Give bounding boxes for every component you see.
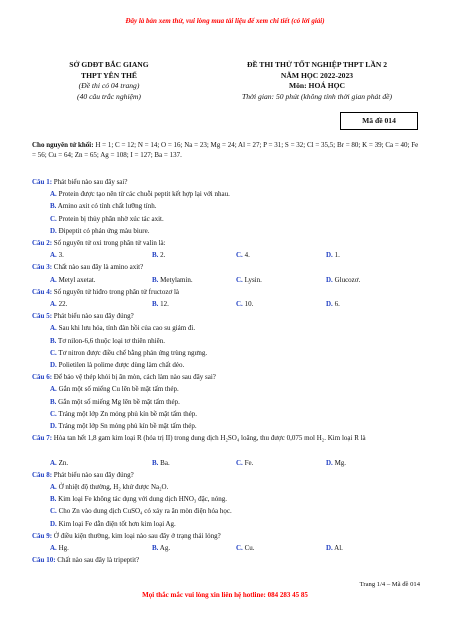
option-letter: C. xyxy=(236,544,243,552)
atomic-masses-label: Cho nguyên tử khối: xyxy=(32,141,94,149)
option-text: Polietilen là polime được dùng làm chất dẻo. xyxy=(56,361,185,369)
answer-option xyxy=(50,200,156,212)
option-letter: D. xyxy=(326,251,333,260)
question xyxy=(32,469,422,481)
atomic-masses xyxy=(32,140,420,160)
option-letter: B. xyxy=(50,202,57,211)
time-note: Thời gian: 50 phút (không tính thời gian phát đề) xyxy=(241,91,393,101)
option-text: Ag. xyxy=(158,544,171,552)
answer-option xyxy=(50,225,149,237)
option-letter: A. xyxy=(50,324,57,333)
answer-option xyxy=(50,518,176,530)
option-letter: D. xyxy=(326,544,333,552)
question-text: Số nguyên tử hiđro trong phân tử fructozơ là xyxy=(52,287,179,296)
option-text: Gắn một số miếng Cu lên bề mặt tấm thép. xyxy=(56,385,179,394)
option-text: Lysin. xyxy=(242,275,262,284)
option-text: Ba. xyxy=(158,458,170,467)
answer-option xyxy=(50,383,179,395)
answer-option xyxy=(236,298,253,310)
answer-option xyxy=(50,542,69,554)
preview-banner: Đây là bản xem thử, vui lòng mua tài liệu để xem chi tiết (có lời giải) xyxy=(125,17,325,25)
answer-option xyxy=(50,396,180,408)
option-text: 3. xyxy=(56,251,64,260)
option-letter: D. xyxy=(326,275,333,284)
option-text: 10. xyxy=(242,300,254,308)
answer-option xyxy=(236,457,253,469)
option-letter: D. xyxy=(50,226,57,235)
question xyxy=(32,530,422,542)
option-text: Zn. xyxy=(56,458,69,467)
answer-option xyxy=(326,457,346,469)
option-text: Ở nhiệt độ thường, H₂ khử được Na₂O. xyxy=(56,483,169,491)
question-text: Để bảo vệ thép khỏi bị ăn mòn, cách làm nào sau đây sai? xyxy=(52,373,216,382)
question-text: Hòa tan hết 1,8 gam kim loại R (hóa trị II) trong dung dịch H₂SO₄ loãng, thu được 0,075 mol H₂. Kim loại R là xyxy=(52,434,366,443)
option-text: 1. xyxy=(332,251,340,260)
option-letter: B. xyxy=(152,275,159,284)
option-text: Sau khi lưu hóa, tính đàn hồi của cao su giảm đi. xyxy=(56,324,196,333)
option-text: Tơ nilon-6,6 thuộc loại tơ thiên nhiên. xyxy=(56,336,165,345)
answer-option xyxy=(50,249,64,261)
option-letter: A. xyxy=(50,458,57,467)
option-text: 4. xyxy=(242,251,250,260)
option-letter: B. xyxy=(152,544,159,552)
option-letter: A. xyxy=(50,300,57,308)
answer-option xyxy=(50,408,197,420)
question-text: Chất nào sau đây là tripeptit? xyxy=(55,556,140,565)
answer-option xyxy=(236,274,262,286)
answer-option xyxy=(326,274,360,286)
question xyxy=(32,432,422,444)
option-text: Protein bị thủy phân nhờ xúc tác axit. xyxy=(56,214,164,223)
answer-option xyxy=(236,249,250,261)
option-letter: C. xyxy=(50,507,57,516)
option-text: Metylamin. xyxy=(158,275,193,284)
answer-option xyxy=(326,542,343,554)
option-letter: B. xyxy=(50,495,57,504)
option-letter: C. xyxy=(236,275,243,284)
page-number: Trang 1/4 – Mã đề 014 xyxy=(359,581,420,588)
option-text: 22. xyxy=(56,300,68,308)
question xyxy=(32,286,422,298)
option-text: 2. xyxy=(158,251,166,260)
answer-option xyxy=(50,420,197,432)
option-letter: D. xyxy=(50,519,57,528)
option-text: Đipeptit có phản ứng màu biure. xyxy=(56,226,150,235)
option-text: Tráng một lớp Sn mỏng phủ kín bề mặt tấm thép. xyxy=(56,422,197,430)
department-name: SỞ GDĐT BẮC GIANG xyxy=(69,60,149,69)
page-count-note: (Đề thi có 04 trang) xyxy=(78,81,140,91)
answer-option xyxy=(152,249,165,261)
question xyxy=(32,261,422,273)
option-text: Protein được tạo nên từ các chuỗi peptit kết hợp lại với nhau. xyxy=(56,190,230,199)
question-text: Phát biểu nào sau đây đúng? xyxy=(52,312,134,321)
option-letter: A. xyxy=(50,190,57,199)
question-number: Câu 10: xyxy=(32,556,56,565)
answer-option xyxy=(152,298,169,310)
question-number: Câu 8: xyxy=(32,470,53,479)
answer-option xyxy=(50,347,207,359)
option-letter: D. xyxy=(326,458,333,467)
option-text: Cu. xyxy=(242,544,255,552)
option-text: Kim loại Fe không tác dụng với dung dịch HNO₃ đặc, nóng. xyxy=(56,495,228,504)
option-letter: A. xyxy=(50,544,57,552)
option-text: Gắn một số miếng Mg lên bề mặt tấm thép. xyxy=(56,397,180,406)
option-letter: B. xyxy=(152,251,159,260)
option-letter: C. xyxy=(50,409,57,418)
answer-option xyxy=(50,322,195,334)
answer-option xyxy=(50,298,67,310)
option-text: Glucozơ. xyxy=(332,275,361,284)
option-letter: C. xyxy=(50,348,57,357)
option-letter: B. xyxy=(152,458,159,467)
question-text: Ở điều kiện thường, kim loại nào sau đây ở trạng thái lỏng? xyxy=(52,531,221,540)
answer-option xyxy=(50,457,68,469)
option-letter: A. xyxy=(50,275,57,284)
answer-option xyxy=(236,542,254,554)
question-number: Câu 7: xyxy=(32,434,53,443)
question-number: Câu 5: xyxy=(32,312,53,321)
option-letter: C. xyxy=(50,214,57,223)
answer-option xyxy=(152,274,193,286)
option-text: Cho Zn vào dung dịch CuSO₄ có xảy ra ăn mòn điện hóa học. xyxy=(56,507,232,516)
question xyxy=(32,371,422,383)
question-number: Câu 6: xyxy=(32,373,53,382)
option-text: 6. xyxy=(332,300,340,308)
option-letter: D. xyxy=(50,361,57,369)
question xyxy=(32,554,422,566)
question-count-note: (40 câu trắc nghiệm) xyxy=(77,91,141,101)
option-text: Metyl axetat. xyxy=(56,275,96,284)
hotline-footer: Mọi thắc mắc vui lòng xin liên hệ hotline: 084 283 45 85 xyxy=(142,591,308,599)
atomic-masses-values: H = 1; C = 12; N = 14; O = 16; Na = 23; Mg = 24; Al = 27; P = 31; S = 32; Cl = 35,5; Br = 80; K = 39; Ca = 40; Fe = 56; Cu = 64; Zn = 65; Ag = 108; I = 127; Ba = 137. xyxy=(32,141,419,159)
answer-option xyxy=(152,457,170,469)
question-text: Phát biểu nào sau đây đúng? xyxy=(52,470,134,479)
question-text: Chất nào sau đây là amino axit? xyxy=(52,263,144,272)
option-text: Tráng một lớp Zn mỏng phủ kín bề mặt tấm thép. xyxy=(56,409,198,418)
option-text: Amino axit có tính chất lưỡng tính. xyxy=(56,202,157,211)
option-letter: A. xyxy=(50,483,57,491)
option-text: 12. xyxy=(158,300,169,308)
option-letter: B. xyxy=(50,397,57,406)
option-letter: D. xyxy=(50,422,57,430)
question-text: Phát biểu nào sau đây sai? xyxy=(52,178,128,186)
exam-header xyxy=(205,60,429,102)
school-header xyxy=(40,60,178,102)
option-letter: B. xyxy=(50,336,57,345)
question-number: Câu 4: xyxy=(32,287,53,296)
question xyxy=(32,237,422,249)
option-text: Kim loại Fe dẫn điện tốt hơn kim loại Ag. xyxy=(56,519,176,528)
exam-code-box: Mã đề 014 xyxy=(340,112,418,130)
question-number: Câu 9: xyxy=(32,531,53,540)
option-letter: A. xyxy=(50,385,57,394)
option-text: Mg. xyxy=(332,458,347,467)
question-number: Câu 1: xyxy=(32,178,53,186)
question xyxy=(32,176,422,188)
question xyxy=(32,310,422,322)
option-text: Fe. xyxy=(242,458,254,467)
question-text: Số nguyên tử oxi trong phân tử valin là: xyxy=(52,239,166,247)
answer-option xyxy=(50,359,184,371)
option-letter: C. xyxy=(236,251,243,260)
question-number: Câu 2: xyxy=(32,239,53,247)
answer-option xyxy=(50,274,96,286)
option-letter: A. xyxy=(50,251,57,260)
school-name: THPT YÊN THẾ xyxy=(81,70,137,80)
answer-option xyxy=(50,188,230,200)
question-number: Câu 3: xyxy=(32,263,53,272)
option-letter: D. xyxy=(326,300,333,308)
answer-option xyxy=(326,298,340,310)
option-letter: C. xyxy=(236,458,243,467)
answer-option xyxy=(50,213,164,225)
option-letter: B. xyxy=(152,300,159,308)
school-year: NĂM HỌC 2022-2023 xyxy=(280,70,354,80)
answer-option xyxy=(152,542,170,554)
answer-option xyxy=(50,505,232,517)
answer-option xyxy=(50,481,168,493)
exam-title: ĐỀ THI THỬ TỐT NGHIỆP THPT LẦN 2 xyxy=(246,60,388,69)
answer-option xyxy=(326,249,340,261)
subject: Môn: HOÁ HỌC xyxy=(288,81,346,91)
option-text: Tơ nitron được điều chế bằng phản ứng trùng ngưng. xyxy=(56,348,208,357)
option-text: Al. xyxy=(332,544,343,552)
answer-option xyxy=(50,493,227,505)
option-text: Hg. xyxy=(56,544,69,552)
option-letter: C. xyxy=(236,300,243,308)
answer-option xyxy=(50,335,165,347)
